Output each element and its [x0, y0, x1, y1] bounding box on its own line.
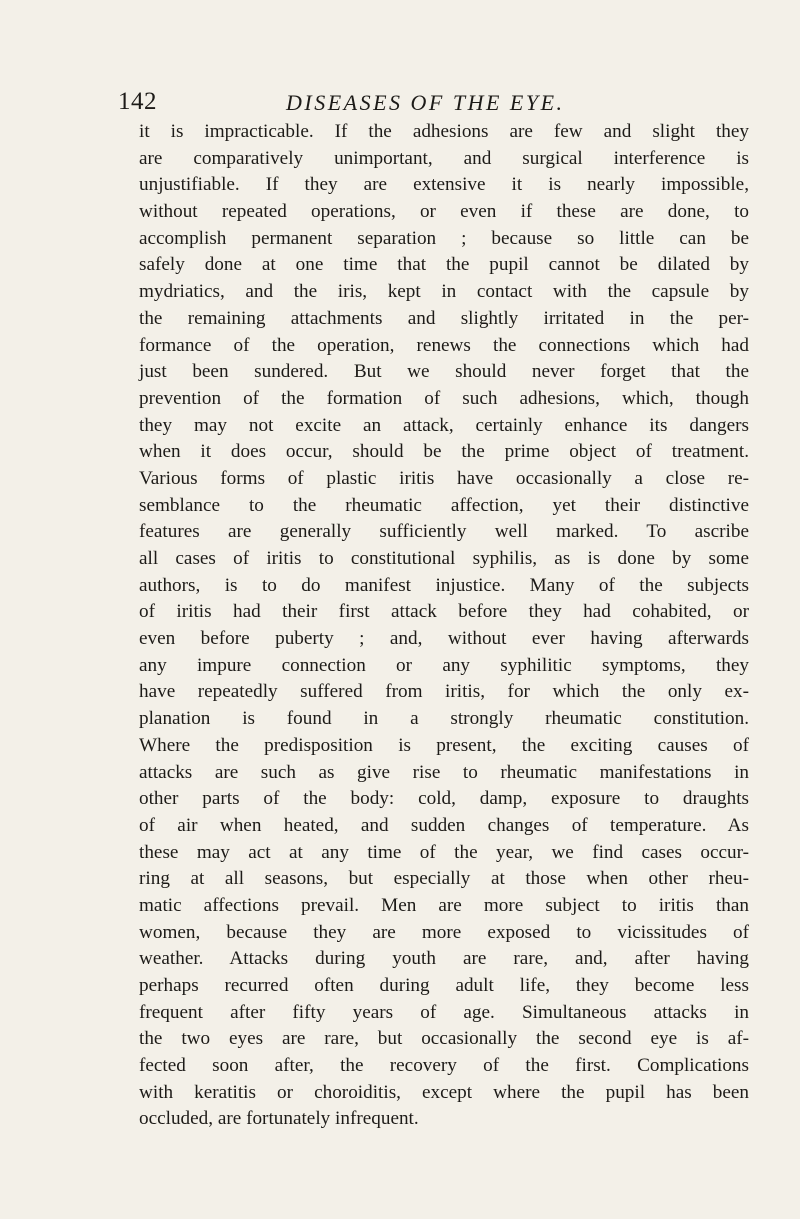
text-line: without repeated operations, or even if these are done, to [139, 201, 749, 223]
text-line: planation is found in a strongly rheumatic constitution. [139, 708, 749, 730]
text-line: of air when heated, and sudden changes of temperature. As [139, 814, 749, 836]
text-line: the remaining attachments and slightly irritated in the per- [139, 307, 749, 329]
page-number: 142 [118, 88, 157, 115]
text-line: are comparatively unimportant, and surgical interference is [139, 147, 749, 169]
text-line: of iritis had their first attack before they had cohabited, or [139, 601, 749, 623]
text-line: just been sundered. But we should never forget that the [139, 361, 749, 383]
text-line: matic affections prevail. Men are more subject to iritis than [139, 894, 749, 916]
text-line: it is impracticable. If the adhesions are few and slight they [139, 121, 749, 142]
text-line: accomplish permanent separation ; because so little can be [139, 227, 749, 249]
text-line: formance of the operation, renews the connections which had [139, 334, 749, 356]
text-line: fected soon after, the recovery of the first. Complications [139, 1055, 749, 1077]
text-line: attacks are such as give rise to rheumatic manifestations in [139, 761, 749, 783]
text-line: with keratitis or choroiditis, except where the pupil has been [139, 1081, 749, 1103]
text-line: the two eyes are rare, but occasionally the second eye is af- [139, 1028, 749, 1050]
text-line: Where the predisposition is present, the exciting causes of [139, 734, 749, 756]
text-line: other parts of the body: cold, damp, exposure to draughts [139, 788, 749, 810]
text-line: when it does occur, should be the prime object of treatment. [139, 441, 749, 463]
text-line: weather. Attacks during youth are rare, and, after having [139, 948, 749, 970]
running-title: DISEASES OF THE EYE. [286, 90, 565, 115]
text-line: features are generally sufficiently well marked. To ascribe [139, 521, 749, 543]
text-line: authors, is to do manifest injustice. Many of the subjects [139, 574, 749, 596]
text-line: have repeatedly suffered from iritis, for which the only ex- [139, 681, 749, 703]
body-text [139, 119, 749, 1133]
text-line: ring at all seasons, but especially at those when other rheu- [139, 868, 749, 890]
text-line: they may not excite an attack, certainly enhance its dangers [139, 414, 749, 436]
text-line: semblance to the rheumatic affection, yet their distinctive [139, 494, 749, 516]
text-line: unjustifiable. If they are extensive it is nearly impossible, [139, 174, 749, 196]
text-line: occluded, are fortunately infrequent. [139, 1108, 419, 1130]
text-line: prevention of the formation of such adhesions, which, though [139, 387, 749, 409]
text-line: even before puberty ; and, without ever having afterwards [139, 628, 749, 650]
text-line: women, because they are more exposed to vicissitudes of [139, 921, 749, 943]
text-line: all cases of iritis to constitutional syphilis, as is done by some [139, 548, 749, 569]
text-line: frequent after fifty years of age. Simultaneous attacks in [139, 1001, 749, 1023]
text-line: any impure connection or any syphilitic symptoms, they [139, 654, 749, 676]
text-line: safely done at one time that the pupil cannot be dilated by [139, 254, 749, 276]
text-line: Various forms of plastic iritis have occasionally a close re- [139, 467, 749, 489]
text-line: mydriatics, and the iris, kept in contact with the capsule by [139, 281, 749, 303]
text-line: perhaps recurred often during adult life, they become less [139, 975, 749, 996]
text-line: these may act at any time of the year, we find cases occur- [139, 841, 749, 863]
